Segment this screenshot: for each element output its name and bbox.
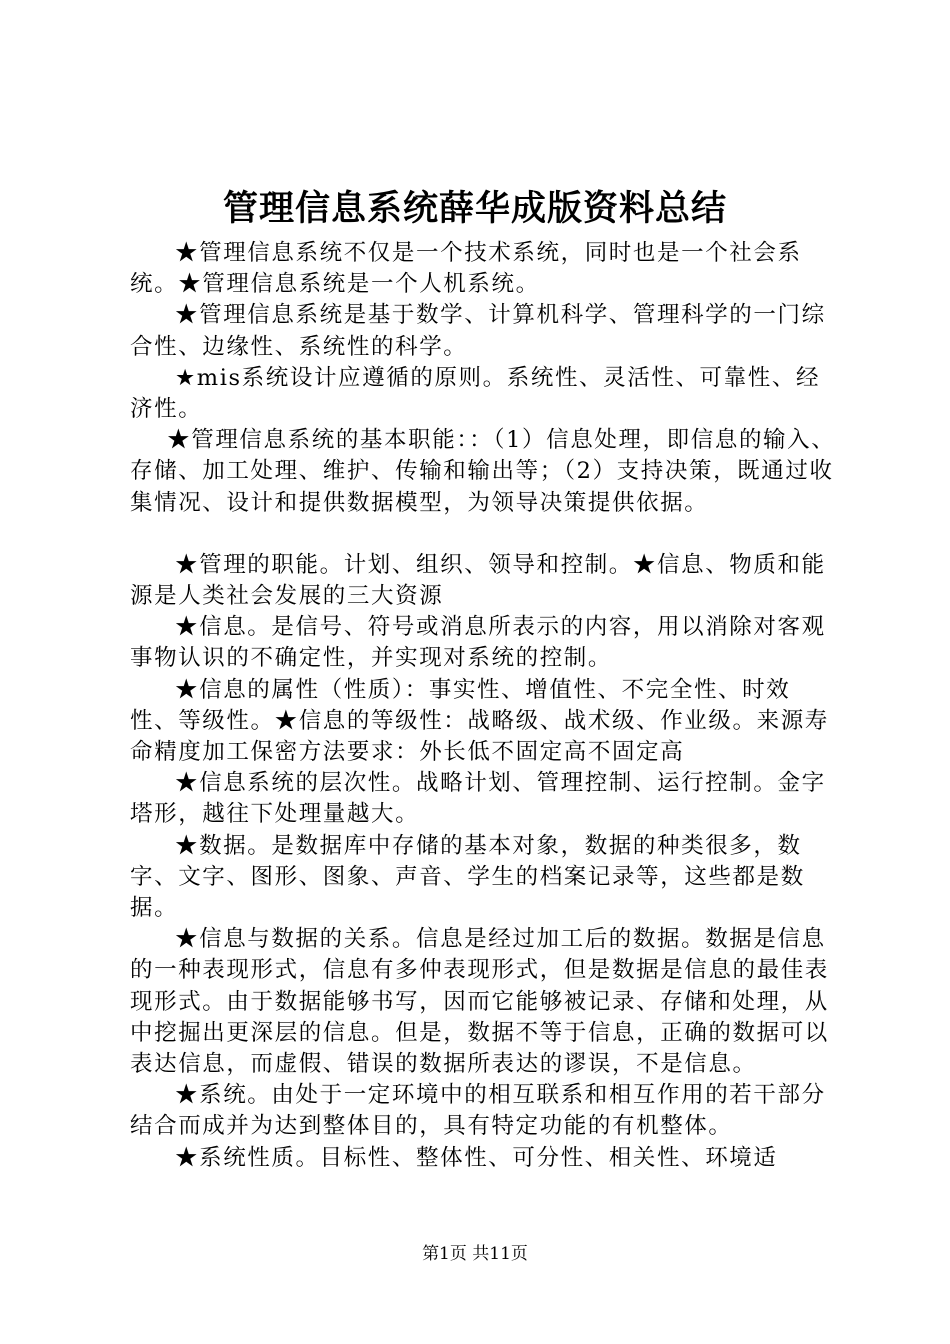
paragraph: ★系统性质。目标性、整体性、可分性、相关性、环境适	[175, 1144, 778, 1171]
paragraph: ★mis系统设计应遵循的原则。系统性、灵活性、可靠性、经济性。	[130, 364, 821, 423]
paragraph: ★数据。是数据库中存储的基本对象，数据的种类很多，数字、文字、图形、图象、声音、学生的档案记录等，这些都是数据。	[130, 832, 805, 922]
paragraph: ★管理信息系统的基本职能：：（1）信息处理，即信息的输入、存储、加工处理、维护、传输和输出等；（2）支持决策，既通过收集情况、设计和提供数据模型，为领导决策提供依据。	[130, 427, 836, 516]
paragraph: ★管理的职能。计划、组织、领导和控制。★信息、物质和能源是人类社会发展的三大资源	[130, 551, 826, 610]
paragraph: ★信息的属性（性质）：事实性、增值性、不完全性、时效性、等级性。★信息的等级性：战略级、战术级、作业级。来源寿命精度加工保密方法要求：外长低不固定高不固定高	[130, 676, 829, 766]
paragraph-spacer	[130, 519, 836, 550]
paragraph: ★管理信息系统不仅是一个技术系统，同时也是一个社会系统。★管理信息系统是一个人机系统。	[130, 240, 802, 298]
paragraph: ★信息系统的层次性。战略计划、管理控制、运行控制。金字塔形，越往下处理量越大。	[130, 770, 826, 828]
page-footer: 第1页 共11页	[422, 1244, 528, 1264]
paragraph: ★信息与数据的关系。信息是经过加工后的数据。数据是信息的一种表现形式，信息有多仲表现形式，但是数据是信息的最佳表现形式。由于数据能够书写，因而它能够被记录、存储和处理，从中挖掘出更深层的信息。但是，数据不等于信息，正确的数据可以表达信息，而虚假、错误的数据所表达的谬误，不是信息。	[130, 926, 829, 1078]
document-body	[130, 238, 836, 1174]
paragraph: ★信息。是信号、符号或消息所表示的内容，用以消除对客观事物认识的不确定性，并实现对系统的控制。	[130, 614, 826, 672]
paragraph: ★管理信息系统是基于数学、计算机科学、管理科学的一门综合性、边缘性、系统性的科学。	[130, 302, 826, 360]
page-title: 管理信息系统薛华成版资料总结	[222, 188, 727, 229]
paragraph: ★系统。由处于一定环境中的相互联系和相互作用的若干部分结合而成并为达到整体目的，具有特定功能的有机整体。	[130, 1082, 826, 1140]
